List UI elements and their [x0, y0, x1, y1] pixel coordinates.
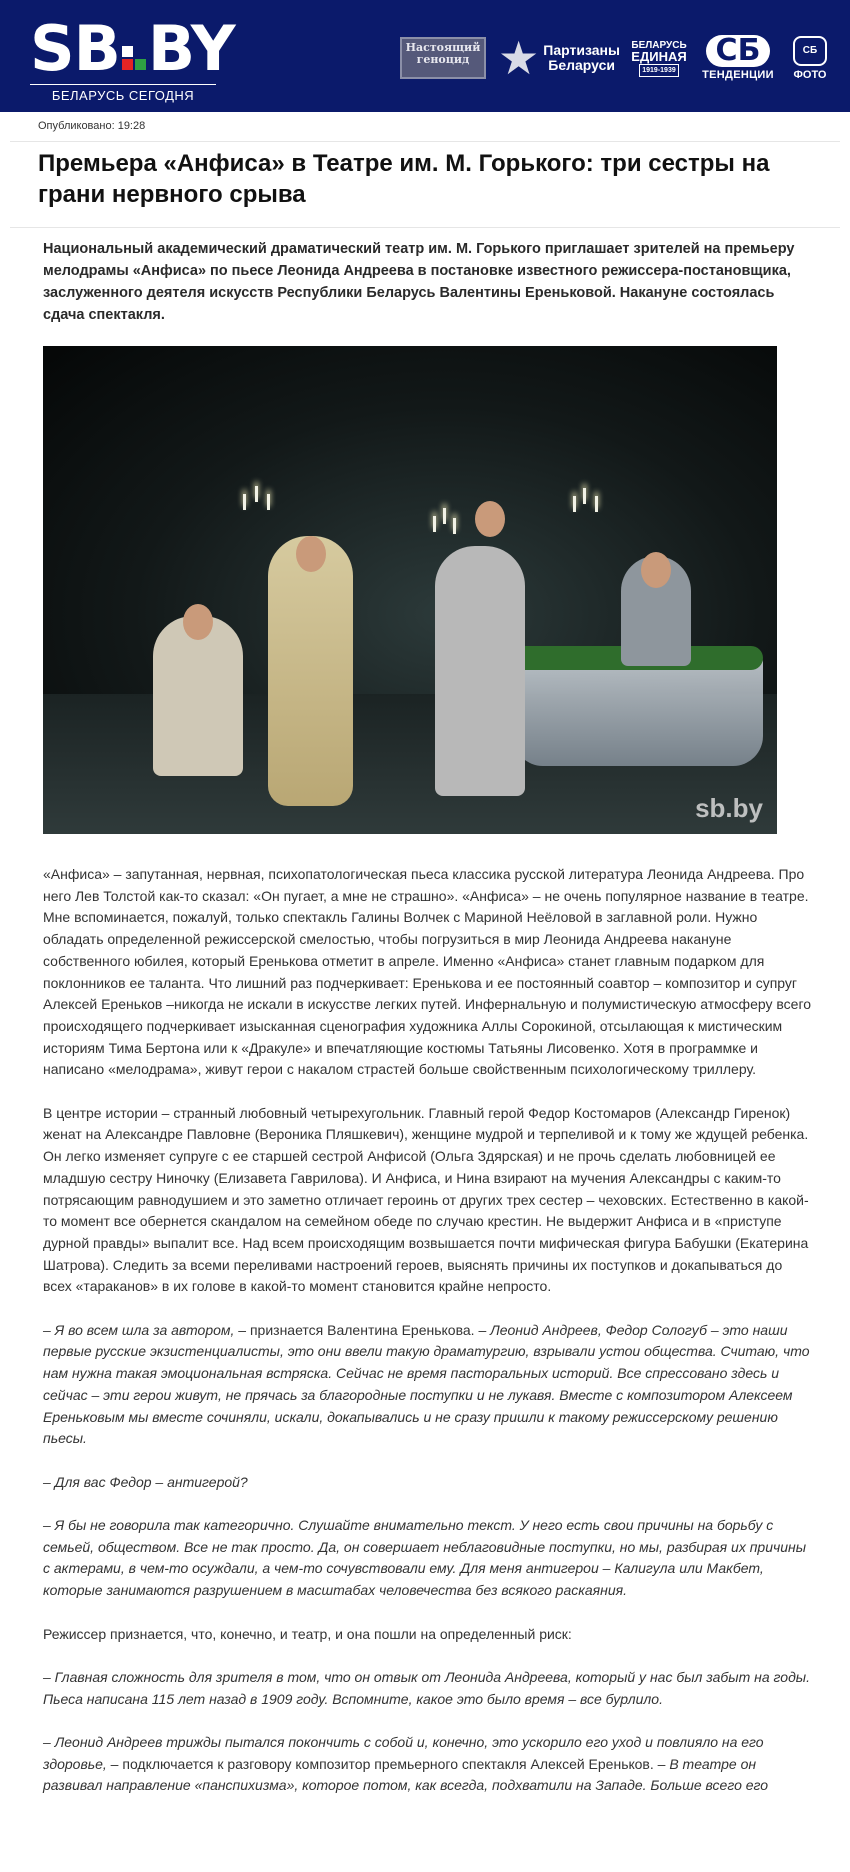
site-logo[interactable]	[30, 12, 235, 103]
article-paragraph: – Главная сложность для зрителя в том, что он отвык от Леонида Андреева, который у нас был забыт на годы. Пьеса написана 115 лет назад в 1909 году. Вспомните, какое это было время – все бурлило.	[43, 1668, 810, 1707]
genocide-project-link[interactable]	[400, 37, 486, 79]
stage-table	[513, 656, 763, 766]
partisans-label: Партизаны Беларуси	[543, 42, 620, 73]
article-body	[43, 864, 813, 1819]
article-paragraph: – Я бы не говорила так категорично. Слушайте внимательно текст. У него есть свои причины на борьбу с семьей, обществом. Все не так просто. Да, он совершает неблаговидные поступки, но мы, разбирая их причины с актерами, в чем-то осуждали, а чем-то сочувствовали ему. Для меня антигерои – Калигула или Макбет, которые занимаются разрушением в масштабах человечества без всякого раскаяния.	[43, 1517, 807, 1599]
genocide-label: Настоящий геноцид	[405, 41, 481, 66]
article-paragraph: – Для вас Федор – антигерой?	[43, 1473, 248, 1490]
partner-links	[400, 30, 830, 86]
actress-dress	[268, 536, 353, 806]
article-photo[interactable]	[43, 346, 777, 834]
article-title: Премьера «Анфиса» в Театре им. М. Горького: три сестры на грани нервного срыва	[38, 150, 770, 208]
candle-icon	[595, 496, 598, 512]
candle-icon	[573, 496, 576, 512]
divider	[10, 227, 840, 228]
article-paragraph: – Леонид Андреев трижды пытался покончить с собой и, конечно, это ускорило его уход и повлияло на его здоровье, – подключается к разговору композитор премьерного спектакля Алексей Еренькoв. – В театре он развивал направление «панспихизма», которое потом, как всегда, подхватили на Западе. Больше всего его	[43, 1734, 769, 1794]
star-icon: ★	[498, 32, 540, 84]
partisans-project-link[interactable]	[500, 34, 618, 82]
united-belarus-link[interactable]	[632, 35, 686, 81]
sb-mark-icon: СБ	[706, 35, 771, 67]
candle-icon	[583, 488, 586, 504]
sb-trends-label: ТЕНДЕНЦИИ	[702, 69, 774, 81]
divider	[10, 141, 840, 142]
article-lead: Национальный академический драматический театр им. М. Горького приглашает зрителей на премьеру мелодрамы «Анфиса» по пьесе Леонида Андреева в постановке известного режиссера-постановщика, заслуженного деятеля искусств Республики Беларусь Валентины Ереньковой. Накануне состоялась сдача спектакля.	[43, 241, 795, 323]
sb-trends-link[interactable]	[700, 33, 776, 83]
article-paragraph: – Я во всем шла за автором, – признается Валентина Еренькова. – Леонид Андреев, Федор Сологуб – это наши первые русские экзистенциалисты, это они ввели такую драматургию, взрывали устои общества. Считаю, что нам нужна такая эмоциональная встряска. Сейчас не время пасторальных историй. Все спрессовано здесь и сейчас – эти герои живут, не прячась за благородные поступки и не лукавя. Вместе с композитором Алексеем Ереньковым мы вместе сочиняли, искали, докапывались и не сразу пришли к такому режиссерскому решению пьесы.	[43, 1321, 810, 1447]
photo-label: ФОТО	[793, 68, 827, 81]
actor-head	[641, 552, 671, 588]
photo-watermark: sb.by	[695, 793, 763, 823]
logo-subtitle: БЕЛАРУСЬ СЕГОДНЯ	[30, 84, 216, 103]
camera-icon-mark: СБ	[802, 45, 818, 56]
candle-icon	[243, 494, 246, 510]
actor-head	[183, 604, 213, 640]
united-main-label: ЕДИНАЯ	[631, 48, 687, 64]
site-header	[0, 0, 850, 112]
candle-icon	[443, 508, 446, 524]
logo-wordmark	[30, 12, 235, 85]
article-paragraph: Режиссер признается, что, конечно, и театр, и она пошли на определенный риск:	[43, 1625, 572, 1642]
photo-section-link[interactable]	[790, 33, 830, 83]
actor-standing	[435, 546, 525, 796]
candle-icon	[433, 516, 436, 532]
actor-head	[475, 501, 505, 537]
actor-head	[296, 536, 326, 572]
article-paragraph: «Анфиса» – запутанная, нервная, психопатологическая пьеса классика русской литература Леонида Андреева. Про него Лев Толстой как-то сказал: «Он пугает, а мне не страшно». «Анфиса» – не очень популярное название в театре. Мне вспоминается, пожалуй, только спектакль Галины Волчек с Мариной Неёловой в заглавной роли. Нужно обладать определенной режиссерской смелостью, чтобы погрузиться в мир Леонида Андреева накануне собственного юбилея, который Еренькова отметит в апреле. Именно «Анфиса» станет главным подарком для поклонников ее таланта. Что лишний раз подчеркивает: Еренькова и ее постоянный соавтор – композитор и супруг Алексей Еренькoв –никогда не искали в искусстве легких путей. Инфернальную и полумистическую атмосферу всего происходящего подчеркивает изысканная сценография художника Аллы Сорокиной, отсылающая к мистическим историям Тима Бертона или к «Дракуле» и впечатляющие костюмы Татьяны Лисовенко. Хотя в программке и написано «мелодрама», живут герои с накалом страстей больше свойственным психологическому триллеру.	[43, 866, 812, 1078]
candle-icon	[255, 486, 258, 502]
logo-squares	[122, 46, 146, 70]
camera-icon	[793, 36, 827, 66]
publication-time: Опубликовано: 19:28	[38, 120, 146, 132]
united-top-label: БЕЛАРУСЬ	[631, 39, 687, 51]
candle-icon	[267, 494, 270, 510]
article-paragraph: В центре истории – странный любовный четырехугольник. Главный герой Федор Костомаров (Александр Гиренок) женат на Александре Павловне (Вероника Пляшкевич), женщине мудрой и терпеливой и к тому же ждущей ребенка. Он легко изменяет супруге с ее старшей сестрой Анфисой (Ольга Здярская) и не прочь сделать любовницей ее младшую сестру Ниночку (Елизавета Гаврилова). И Анфиса, и Нина взирают на мучения Александры с каким-то потрясающим равнодушием и это заметно отличает героинь от других трех сестер – чеховских. Естественно в какой-то момент все обернется скандалом на семейном обеде по случаю крестин. Не выдержит Анфиса и в «приступе дурной правды» выпалит все. Над всем происходящим возвышается почти мифическая фигура Бабушки (Екатерина Шатрова). Следить за всеми переливами настроений героев, выяснять причины их поступков и докапываться до всех «тараканов» в их голове в какой-то момент становится крайне непросто.	[43, 1104, 809, 1295]
united-years-label: 1919-1939	[639, 64, 678, 77]
candle-icon	[453, 518, 456, 534]
logo-sb: SB	[30, 12, 120, 85]
actor-seated	[153, 616, 243, 776]
logo-by: BY	[147, 12, 235, 85]
